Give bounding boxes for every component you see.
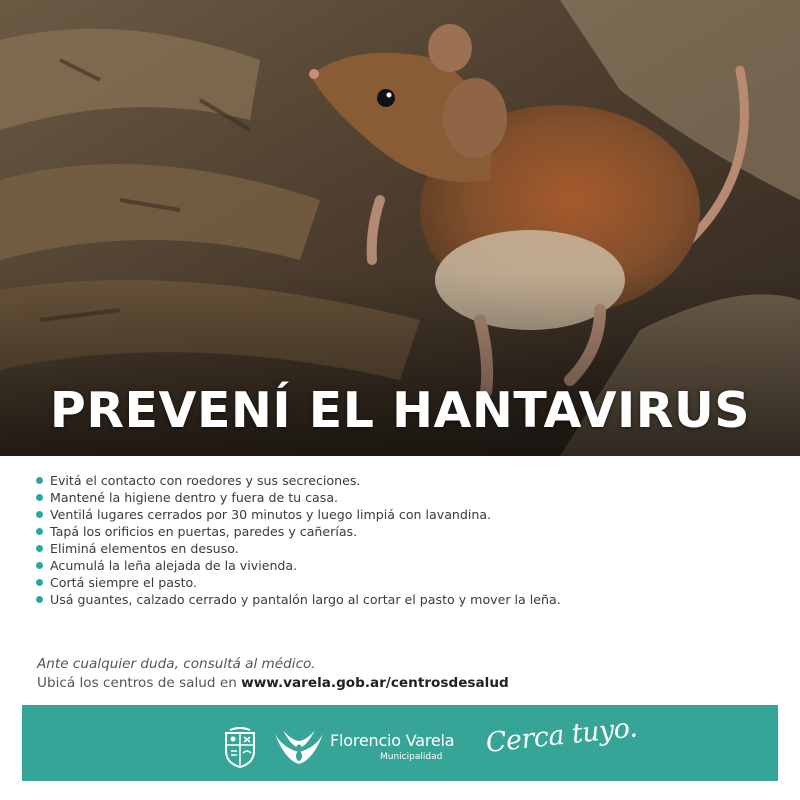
tip-text: Cortá siempre el pasto. xyxy=(50,575,198,590)
headline: PREVENÍ EL HANTAVIRUS xyxy=(49,382,751,439)
list-item xyxy=(36,472,561,489)
list-item xyxy=(36,506,561,523)
municipal-crest-icon xyxy=(223,727,257,769)
tip-text: Evitá el contacto con roedores y sus secreciones. xyxy=(50,473,361,488)
health-centers-text: Ubicá los centros de salud en xyxy=(37,675,242,691)
bullet-icon xyxy=(36,579,43,586)
bullet-icon xyxy=(36,545,43,552)
florencio-varela-logo-icon xyxy=(271,726,327,768)
org-name: Florencio Varela xyxy=(330,731,455,750)
tip-text: Usá guantes, calzado cerrado y pantalón largo al cortar el pasto y mover la leña. xyxy=(50,592,561,607)
list-item xyxy=(36,523,561,540)
doctor-advice: Ante cualquier duda, consultá al médico. xyxy=(37,656,316,672)
slogan: Cerca tuyo. xyxy=(484,712,639,759)
tip-text: Tapá los orificios en puertas, paredes y cañerías. xyxy=(50,524,358,539)
list-item xyxy=(36,557,561,574)
list-item xyxy=(36,489,561,506)
org-subtitle: Municipalidad xyxy=(380,752,443,762)
bullet-icon xyxy=(36,477,43,484)
list-item xyxy=(36,591,561,608)
health-centers-link[interactable]: www.varela.gob.ar/centrosdesalud xyxy=(241,675,509,691)
tip-text: Eliminá elementos en desuso. xyxy=(50,541,239,556)
tip-text: Mantené la higiene dentro y fuera de tu casa. xyxy=(50,490,339,505)
bullet-icon xyxy=(36,596,43,603)
tip-text: Ventilá lugares cerrados por 30 minutos y luego limpiá con lavandina. xyxy=(50,507,492,522)
bullet-icon xyxy=(36,494,43,501)
tips-list xyxy=(36,472,561,608)
health-centers-line xyxy=(37,675,509,691)
list-item xyxy=(36,574,561,591)
tip-text: Acumulá la leña alejada de la vivienda. xyxy=(50,558,298,573)
bullet-icon xyxy=(36,562,43,569)
bullet-icon xyxy=(36,511,43,518)
list-item xyxy=(36,540,561,557)
bullet-icon xyxy=(36,528,43,535)
